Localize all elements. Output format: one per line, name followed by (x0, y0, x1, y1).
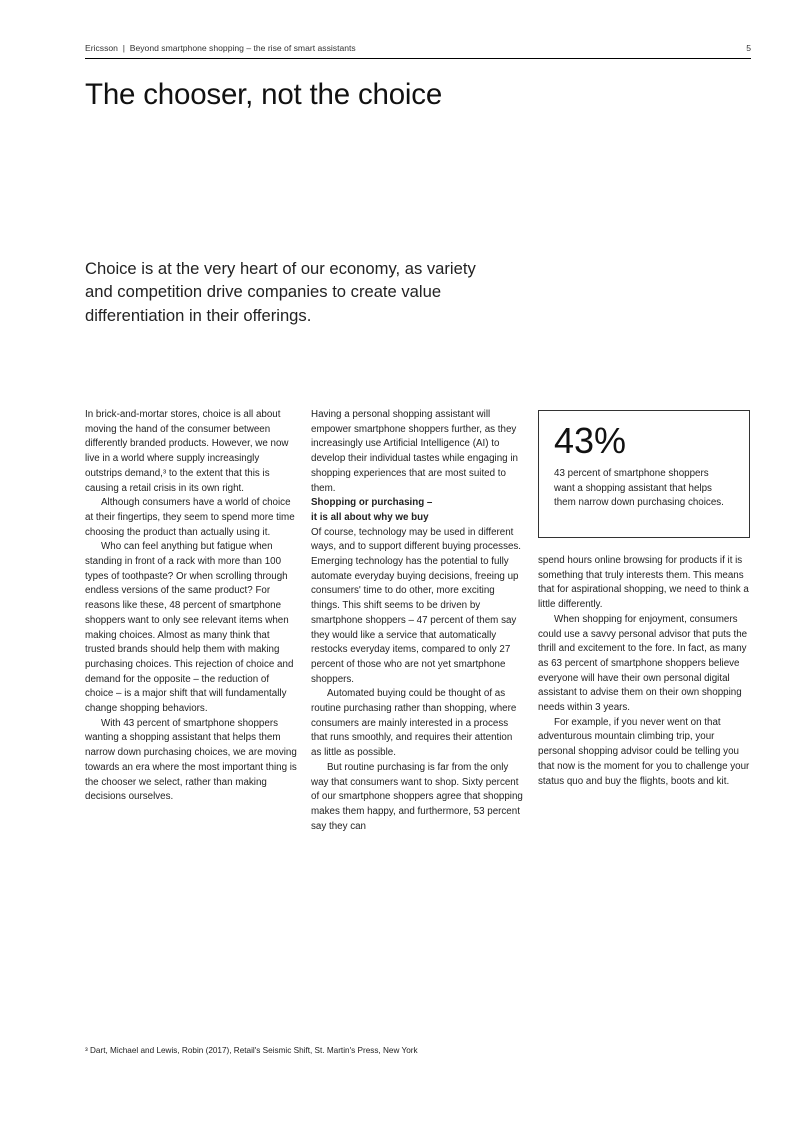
body-paragraph: Who can feel anything but fatigue when standing in front of a rack with more than 100 types of toothpaste? Or when scrolling through endless versions of the same product? For reasons like these, 48 percent of smartphone shoppers want to only see relevant items when making choices. Almost as many think that trusted brands should help them with making purchasing choices. This rejection of choice and demand for the opposite – the reduction of choice – is a major shift that will fundamentally change shopping behaviors. (85, 541, 294, 715)
body-paragraph: Of course, technology may be used in different ways, and to support different buying processes. Emerging technology has the potential to fully automate everyday buying decisions, freeing up consumers' time to do other, more exciting things. This shift seems to be driven by smartphone shoppers – 47 percent of them say they would like a service that automatically restocks everyday items, compared to only 27 percent of those who are not yet smartphone shoppers. (311, 526, 522, 685)
stat-value: 43% (554, 420, 627, 461)
header-brand: Ericsson (85, 43, 118, 53)
subheading-line: it is all about why we buy (311, 511, 429, 523)
body-column-1 (85, 408, 297, 805)
body-paragraph: Although consumers have a world of choice at their fingertips, they seem to spend more time choosing the product than actually using it. (85, 497, 295, 538)
header-title-group (85, 42, 356, 54)
body-paragraph: spend hours online browsing for products if it is something that truly interests them. This means that for aspirational shopping, we need to think a little differently. (538, 555, 749, 611)
body-paragraph: With 43 percent of smartphone shoppers wanting a shopping assistant that helps them narrow down purchasing choices, we are moving towards an era where the most important thing is the chooser we select, rather than making decisions ourselves. (85, 717, 297, 803)
body-column-3 (538, 554, 750, 789)
body-column-2 (311, 408, 523, 834)
stat-callout-box (538, 410, 750, 538)
footnote: ³ Dart, Michael and Lewis, Robin (2017), Retail's Seismic Shift, St. Martin's Press, New York (85, 1046, 418, 1055)
stat-description: 43 percent of smartphone shoppers want a shopping assistant that helps them narrow down purchasing choices. (554, 468, 724, 509)
page-number: 5 (746, 43, 751, 53)
section-subheading (311, 496, 523, 525)
body-paragraph: But routine purchasing is far from the only way that consumers want to shop. Sixty percent of our smartphone shoppers agree that shopping makes them happy, and furthermore, 53 percent say they can (311, 761, 523, 832)
page-title: The chooser, not the choice (85, 78, 443, 111)
body-paragraph: When shopping for enjoyment, consumers could use a savvy personal advisor that puts the thrill and excitement to the fore. In fact, as many as 63 percent of smartphone shoppers believe everyone will have their own personal digital assistant to advise them on their own shopping needs within 3 years. (538, 613, 748, 714)
lead-paragraph: Choice is at the very heart of our economy, as variety and competition drive companies to create value differentiation in their offerings. (85, 259, 476, 325)
body-paragraph: Having a personal shopping assistant will empower smartphone shoppers further, as they increasingly use Artificial Intelligence (AI) to develop their individual tastes while engaging in shopping experiences that are most suited to them. (311, 409, 518, 494)
subheading-line: Shopping or purchasing – (311, 497, 433, 509)
header-report-title: Beyond smartphone shopping – the rise of smart assistants (129, 43, 356, 53)
body-paragraph: Automated buying could be thought of as routine purchasing rather than shopping, where consumers are mainly interested in a process that runs smoothly, and requires their attention as little as possible. (311, 688, 517, 759)
body-paragraph: For example, if you never went on that adventurous mountain climbing trip, your personal shopping advisor could be telling you that now is the moment for you to challenge your status quo and buy the flights, boots and kit. (538, 716, 750, 787)
body-paragraph: In brick-and-mortar stores, choice is all about moving the hand of the consumer between differently branded products. However, we now live in a world where supply increasingly outstrips demand,³ to the extent that this is causing a retail crisis in its own right. (85, 409, 289, 494)
header-divider (85, 58, 751, 59)
header-separator: | (122, 43, 125, 53)
